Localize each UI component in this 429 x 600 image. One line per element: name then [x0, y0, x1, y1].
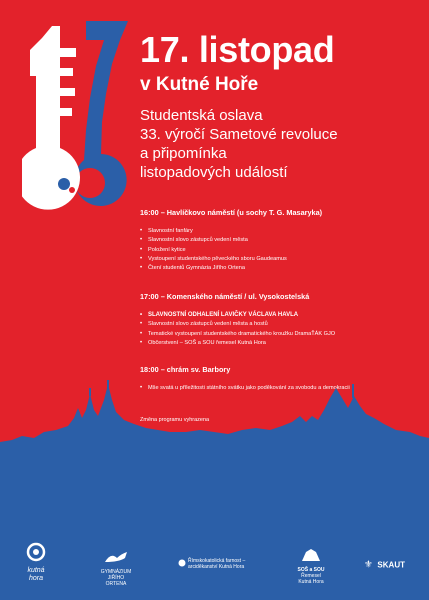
sos-text-3: Kutná Hora [298, 579, 324, 585]
kutna-hora-icon [26, 542, 46, 562]
skaut-text: SKAUT [377, 560, 405, 570]
skaut-lily-icon: ⚜ [364, 559, 373, 571]
program-item: • Slavnostní slovo zástupců vedení města [140, 236, 420, 245]
page-title: 17. listopad [140, 29, 335, 70]
program-item: • Slavnostní slovo zástupců vedení města a hostů [140, 320, 420, 329]
program-section-1700 [140, 292, 420, 348]
program-item: • Vystoupení studentského pěveckého sboru Gaudeamus [140, 255, 420, 264]
section-heading: 18:00 – chrám sv. Barbory [140, 365, 231, 374]
sos-logo [296, 548, 326, 585]
intro-line: listopadových událostí [140, 164, 288, 181]
program-list [140, 311, 420, 348]
program-item: • Občerstvení – SOŠ a SOU řemesel Kutná Hora [140, 339, 420, 348]
intro-line: a připomínka [140, 145, 227, 162]
sos-icon [300, 548, 322, 562]
key-logo-icon [22, 18, 132, 218]
page-subtitle: v Kutné Hoře [140, 74, 259, 95]
program-list [140, 227, 420, 273]
program-item: • Položení kytice [140, 246, 420, 255]
program-item: • Slavnostní fanfáry [140, 227, 420, 236]
farnost-logo [178, 558, 264, 570]
sos-text-1: SOŠ a SOU [297, 567, 325, 573]
kutna-hora-text-1: kutná [27, 567, 45, 574]
disclaimer-note: Změna programu vyhrazena [140, 417, 210, 423]
gymnazium-text-2: JIŘÍHO ORTENA [105, 575, 127, 587]
kutna-hora-text-2: hora [28, 575, 43, 582]
intro-text [140, 106, 338, 182]
program-item: • Tematické vystoupení studentského dramatického kroužku DramaŤÁK GJO [140, 330, 420, 339]
section-heading: 17:00 – Komenského náměstí / ul. Vysokostelská [140, 292, 310, 301]
gymnazium-logo [98, 550, 134, 587]
farnost-text-1: Římskokatolická farnost – [188, 558, 246, 564]
kutna-hora-logo [22, 542, 50, 583]
intro-line: 33. výročí Sametové revoluce [140, 126, 338, 143]
farnost-text-2: arciděkanství Kutná Hora [188, 564, 245, 570]
program-item: • Mše svatá u příležitosti státního svátku jako poděkování za svobodu a demokracii [140, 384, 420, 393]
gymnazium-icon [103, 550, 129, 564]
program-item: • Čtení studentů Gymnázia Jiřího Ortena [140, 264, 420, 273]
skaut-logo [364, 556, 410, 574]
intro-line: Studentská oslava [140, 107, 263, 124]
program-item-highlight: • SLAVNOSTNÍ ODHALENÍ LAVIČKY VÁCLAVA HAVLA [140, 311, 420, 320]
section-heading: 16:00 – Havlíčkovo náměstí (u sochy T. G. Masaryka) [140, 208, 323, 217]
gymnazium-text-1: GYMNÁZIUM [100, 569, 132, 575]
partners-footer [0, 538, 429, 588]
program-section-1600 [140, 208, 420, 273]
farnost-icon [178, 559, 186, 567]
sos-text-2: Řemesel [301, 573, 321, 579]
